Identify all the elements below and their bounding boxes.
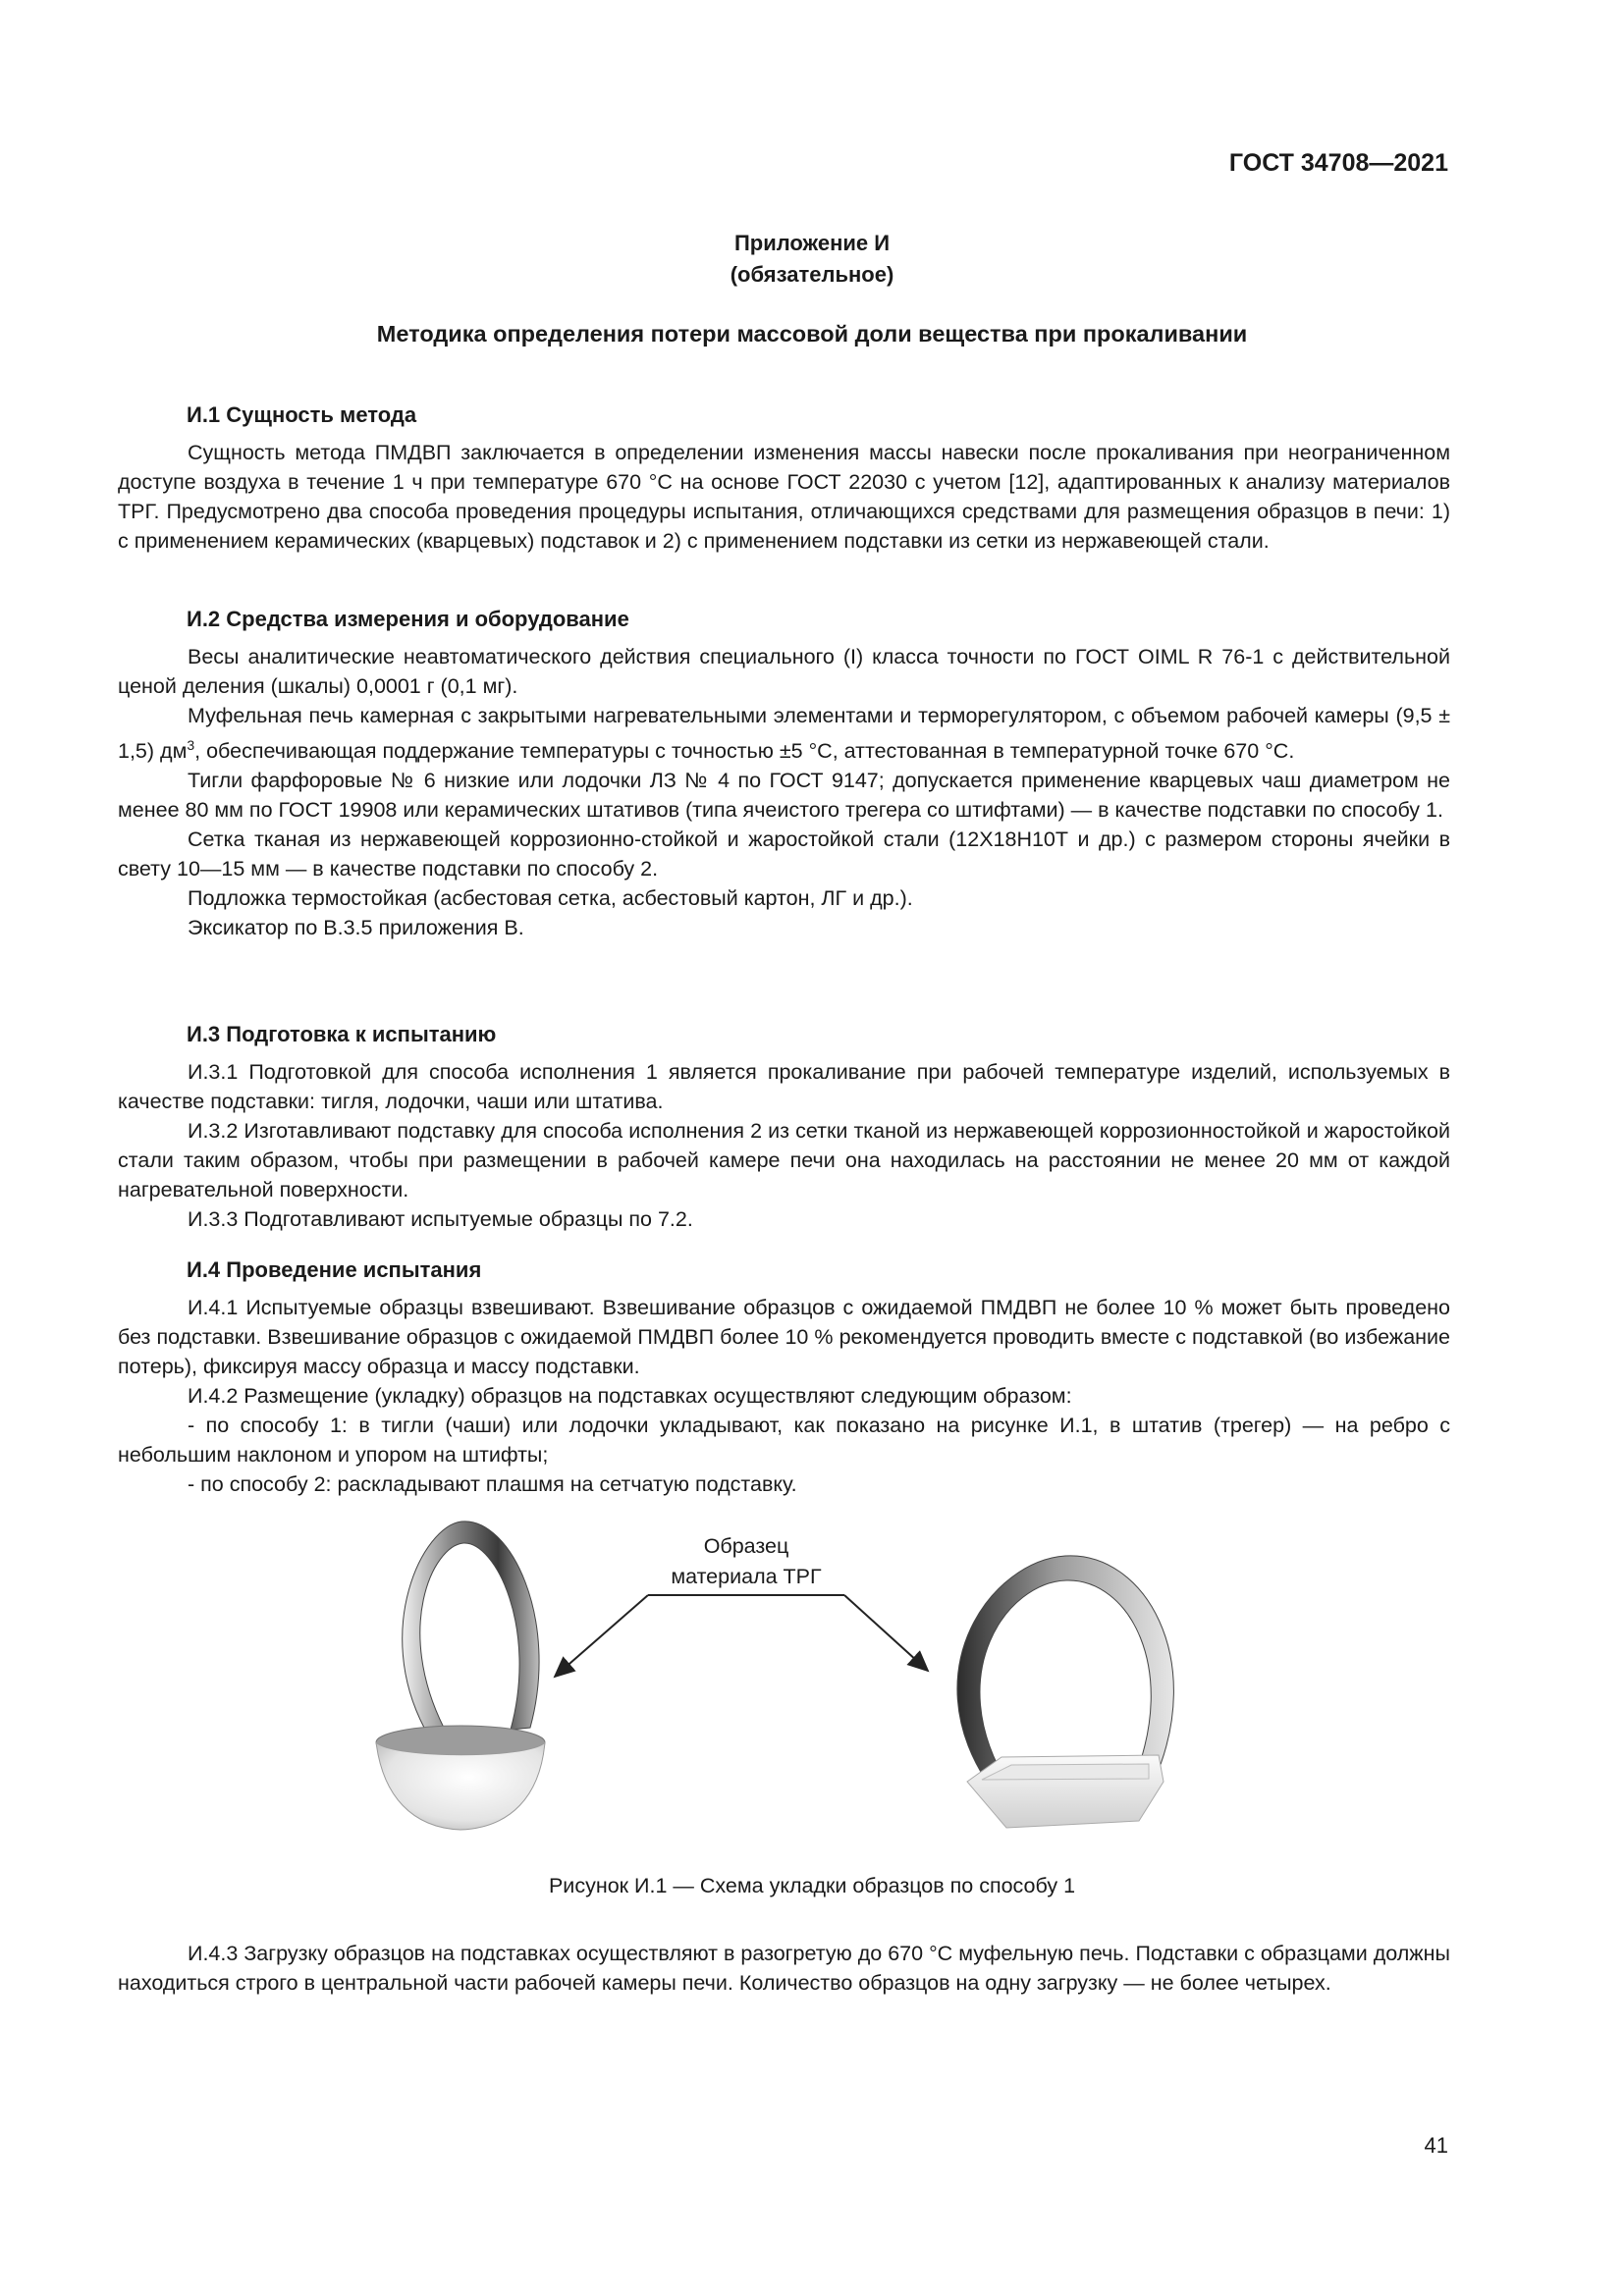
paragraph: И.3.1 Подготовкой для способа исполнения 1 является прокаливание при рабочей температуре изделий, используемых в качестве подставки: тигля, лодочки, чаши или штатива. (118, 1060, 1450, 1113)
section-heading: И.1 Сущность метода (187, 402, 417, 427)
paragraph: - по способу 1: в тигли (чаши) или лодочки укладывают, как показано на рисунке И.1, в штатив (трегер) — на ребро с небольшим наклоном и упором на штифты; (118, 1414, 1450, 1467)
paragraph: Подложка термостойкая (асбестовая сетка, асбестовый картон, ЛГ и др.). (188, 886, 913, 911)
section-4-continued (118, 1939, 1450, 1998)
figure-label-line: материала ТРГ (671, 1565, 822, 1588)
section-heading: И.2 Средства измерения и оборудование (187, 607, 629, 631)
crucible-with-sample (376, 1522, 545, 1830)
appendix-title: Приложение И (733, 231, 891, 255)
paragraph: И.4.2 Размещение (укладку) образцов на подставках осуществляют следующим образом: (188, 1384, 1072, 1408)
paragraph: Тигли фарфоровые № 6 низкие или лодочки ЛЗ № 4 по ГОСТ 9147; допускается применение кварцевых чаш диаметром не менее 80 мм по ГОСТ 19908 или керамических штативов (типа ячеистого трегера со штифтами) — в качестве подставки по способу 1. (118, 769, 1450, 823)
arrow-right (844, 1595, 928, 1671)
paragraph: И.3.3 Подготавливают испытуемые образцы по 7.2. (188, 1207, 693, 1231)
document-title: Методика определения потери массовой доли вещества при прокаливании (376, 321, 1248, 347)
paragraph: И.4.3 Загрузку образцов на подставках осуществляют в разогретую до 670 °С муфельную печь. Подставки с образцами должны находиться строго в центральной части рабочей камеры печи. Количество образцов на одну загрузку — не более четырех. (118, 1942, 1450, 1995)
section-heading: И.4 Проведение испытания (187, 1257, 482, 1282)
section-heading: И.3 Подготовка к испытанию (187, 1022, 497, 1046)
document-code: ГОСТ 34708—2021 (1228, 149, 1448, 177)
boat-with-sample (957, 1556, 1173, 1828)
paragraph: Муфельная печь камерная с закрытыми нагревательными элементами и терморегулятором, с объемом рабочей камеры (9,5 ± 1,5) $дм^3$, обеспечивающая поддержание температуры с точностью ±5 °С, аттестованная в температурной точке 670 °С. (118, 704, 1450, 764)
paragraph: Эксикатор по В.3.5 приложения В. (188, 916, 524, 940)
paragraph: Сетка тканая из нержавеющей коррозионно-стойкой и жаростойкой стали (12Х18Н10Т и др.) с размером стороны ячейки в свету 10—15 мм — в качестве подставки по способу 2. (118, 828, 1450, 881)
appendix-status: (обязательное) (730, 262, 894, 287)
page-number: 41 (1424, 2133, 1448, 2158)
figure-label (609, 1531, 884, 1592)
paragraph: И.3.2 Изготавливают подставку для способа исполнения 2 из сетки тканой из нержавеющей коррозионностойкой и жаростойкой стали таким образом, чтобы при размещении в рабочей камере печи она находилась на расстоянии не менее 20 мм от каждой нагревательной поверхности. (118, 1119, 1450, 1201)
arrow-left (555, 1595, 648, 1677)
figure-caption: Рисунок И.1 — Схема укладки образцов по способу 1 (548, 1874, 1076, 1897)
paragraph: Сущность метода ПМДВП заключается в определении изменения массы навески после прокаливания при неограниченном доступе воздуха в течение 1 ч при температуре 670 °С на основе ГОСТ 22030 с учетом [12], адаптированных к анализу материалов ТРГ. Предусмотрено два способа проведения процедуры испытания, отличающихся средствами для размещения образцов в печи: 1) с применением керамических (кварцевых) подставок и 2) с применением подставки из сетки из нержавеющей стали. (118, 441, 1450, 553)
paragraph: Весы аналитические неавтоматического действия специального (I) класса точности по ГОСТ OIML R 76-1 с действительной ценой деления (шкалы) 0,0001 г (0,1 мг). (118, 645, 1450, 698)
paragraph: - по способу 2: раскладывают плашмя на сетчатую подставку. (188, 1472, 797, 1496)
figure-label-line: Образец (703, 1534, 789, 1558)
paragraph: И.4.1 Испытуемые образцы взвешивают. Взвешивание образцов с ожидаемой ПМДВП не более 10 % может быть проведено без подставки. Взвешивание образцов с ожидаемой ПМДВП более 10 % рекомендуется проводить вместе с подставкой (во избежание потерь), фиксируя массу образца и массу подставки. (118, 1296, 1450, 1378)
